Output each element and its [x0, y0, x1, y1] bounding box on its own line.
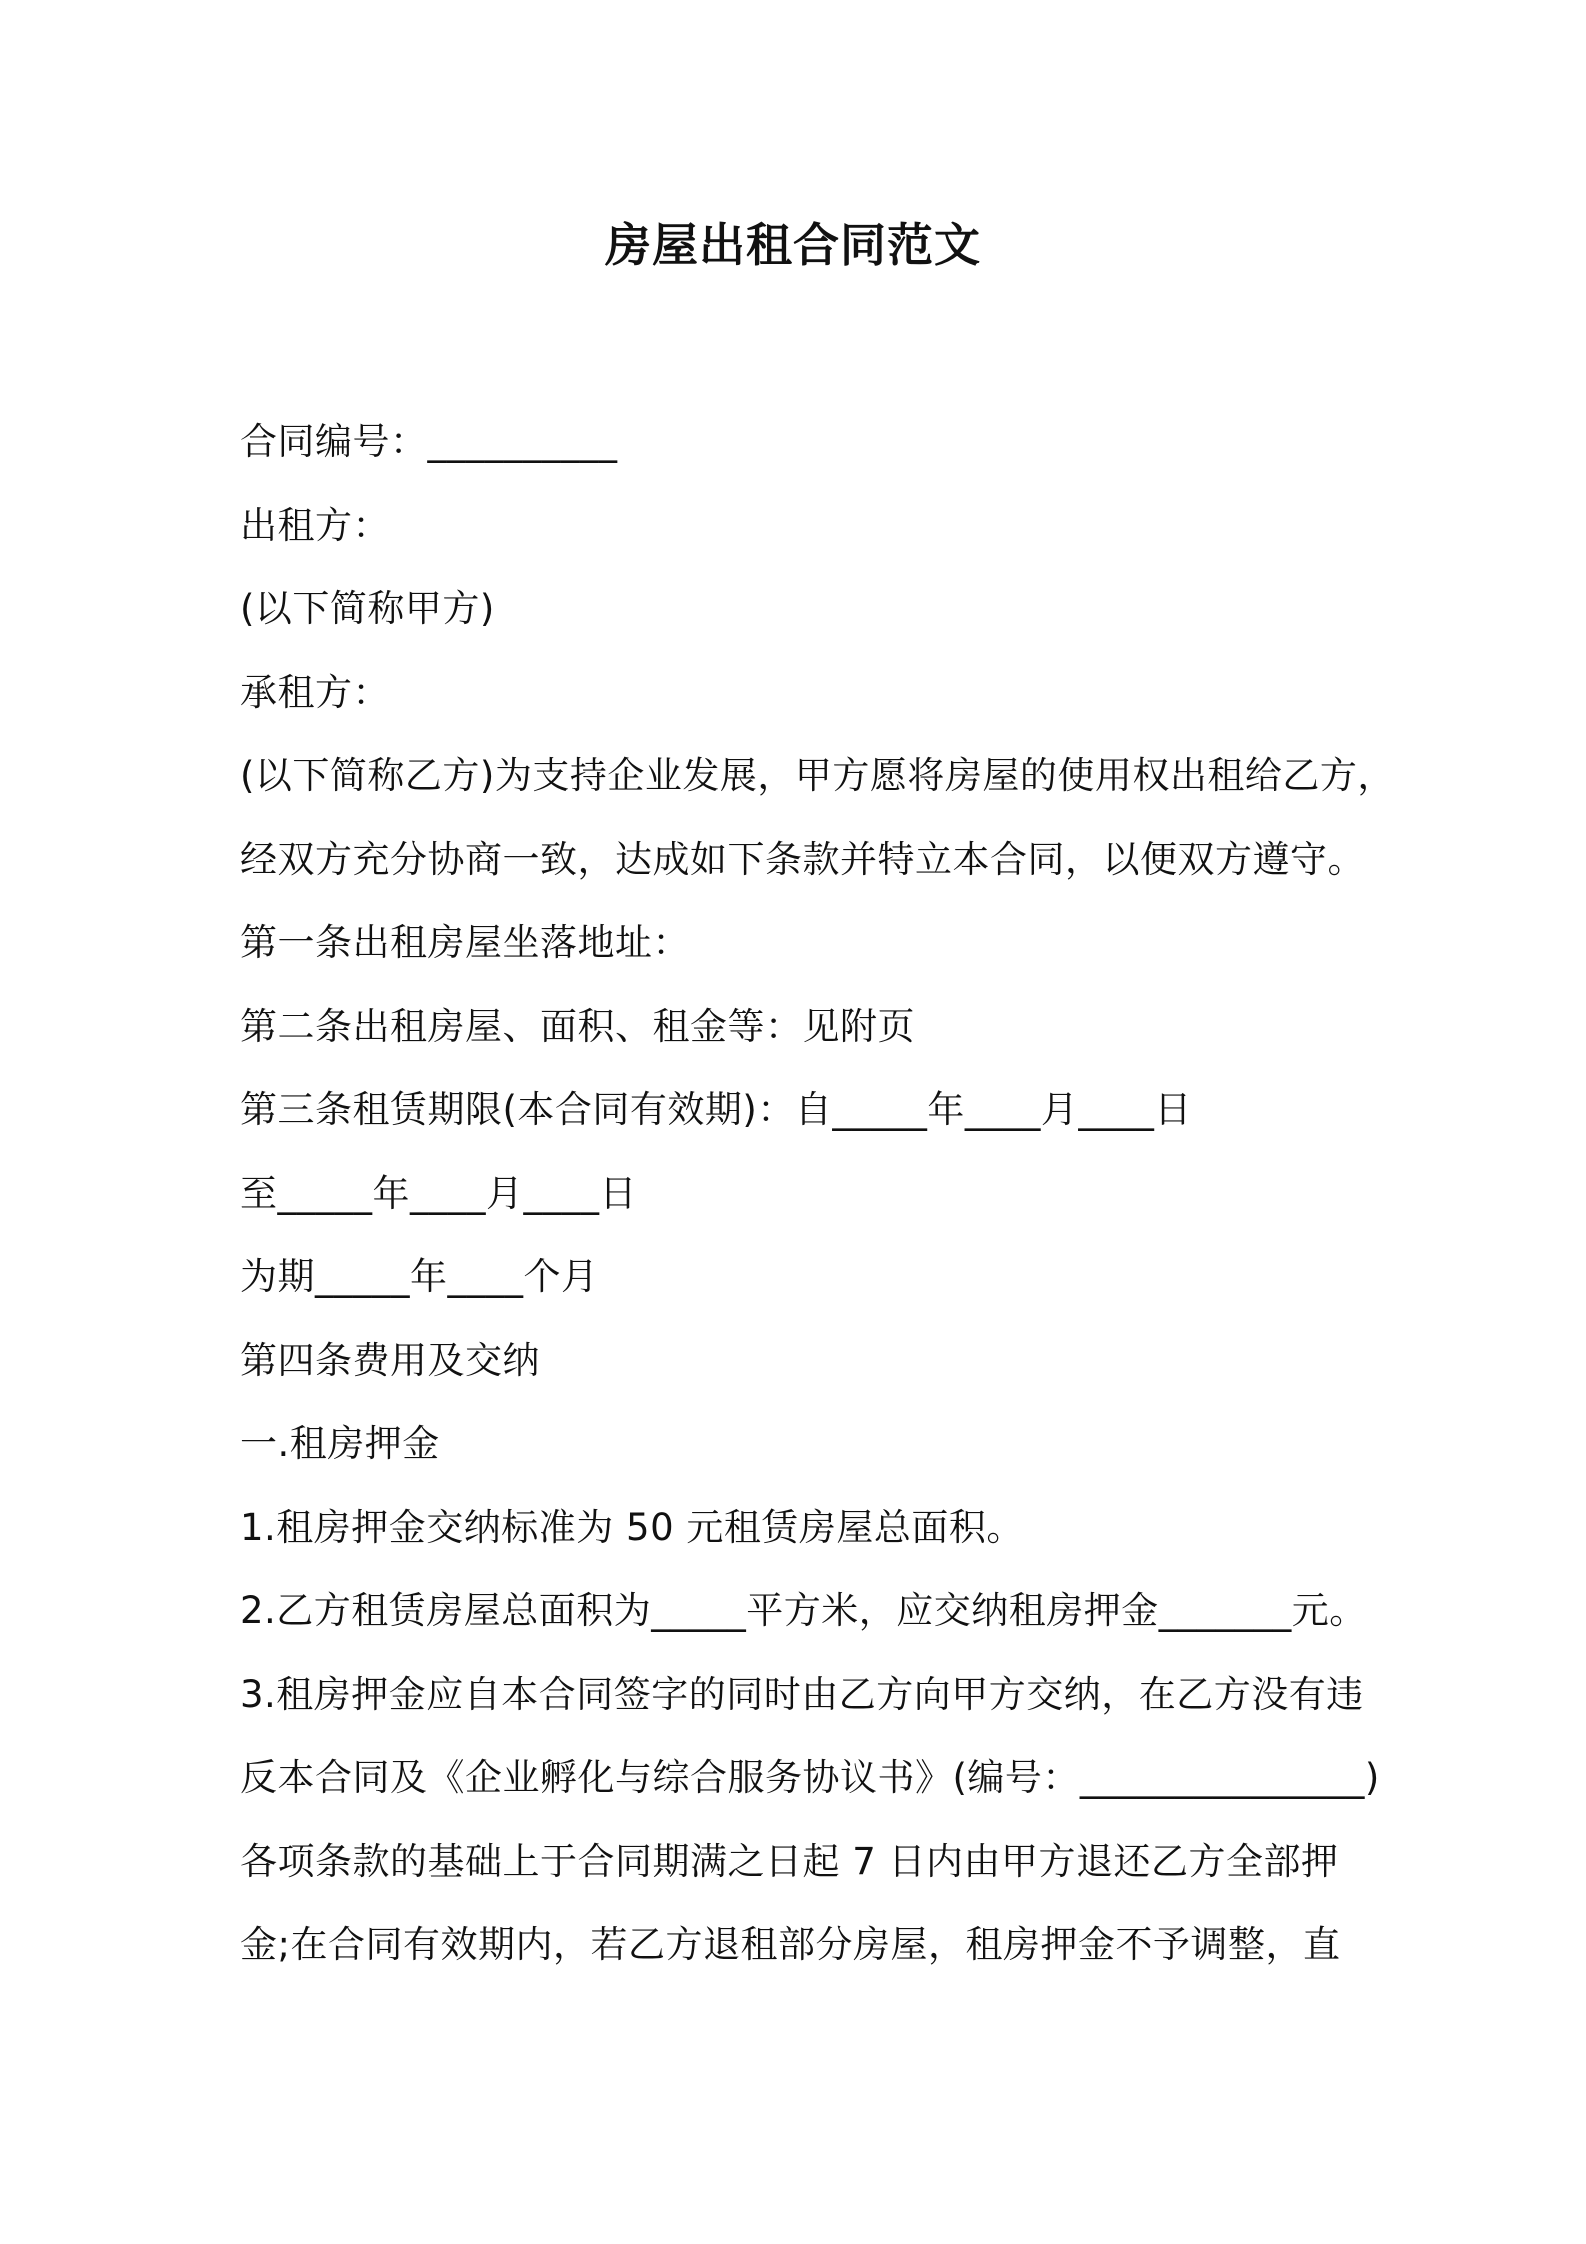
deposit-item-3-line-3: 各项条款的基础上于合同期满之日起 7 日内由甲方退还乙方全部押	[240, 1839, 1339, 1883]
article-1-line: 第一条出租房屋坐落地址：	[240, 921, 690, 964]
document-body	[240, 400, 1395, 1987]
deposit-heading: 一.租房押金	[240, 1422, 440, 1465]
contract-number-line: 合同编号：__________	[240, 420, 618, 463]
preamble-line-2: 经双方充分协商一致，达成如下条款并特立本合同，以便双方遵守。	[240, 837, 1365, 881]
lessor-line: 出租方：	[240, 503, 390, 547]
term-duration-line: 为期_____年____个月	[240, 1255, 599, 1298]
deposit-item-1: 1.租房押金交纳标准为 50 元租赁房屋总面积。	[240, 1505, 1024, 1549]
deposit-item-3-line-2: 反本合同及《企业孵化与综合服务协议书》(编号：_______________)	[240, 1756, 1380, 1799]
lessor-abbrev-line: (以下简称甲方)	[240, 587, 495, 630]
lessee-line: 承租方：	[240, 670, 390, 714]
deposit-item-3-line-1: 3.租房押金应自本合同签字的同时由乙方向甲方交纳，在乙方没有违	[240, 1672, 1364, 1716]
preamble-line-1: (以下简称乙方)为支持企业发展，甲方愿将房屋的使用权出租给乙方，	[240, 754, 1395, 797]
deposit-item-3-line-4: 金;在合同有效期内，若乙方退租部分房屋，租房押金不予调整，直	[240, 1923, 1341, 1966]
term-end-line: 至_____年____月____日	[240, 1171, 637, 1215]
article-4-line: 第四条费用及交纳	[240, 1338, 540, 1382]
article-3-line: 第三条租赁期限(本合同有效期)：自_____年____月____日	[240, 1088, 1192, 1131]
deposit-item-2: 2.乙方租赁房屋总面积为_____平方米，应交纳租房押金_______元。	[240, 1589, 1367, 1632]
document-title: 房屋出租合同范文	[605, 218, 981, 272]
article-2-line: 第二条出租房屋、面积、租金等：见附页	[240, 1004, 915, 1048]
